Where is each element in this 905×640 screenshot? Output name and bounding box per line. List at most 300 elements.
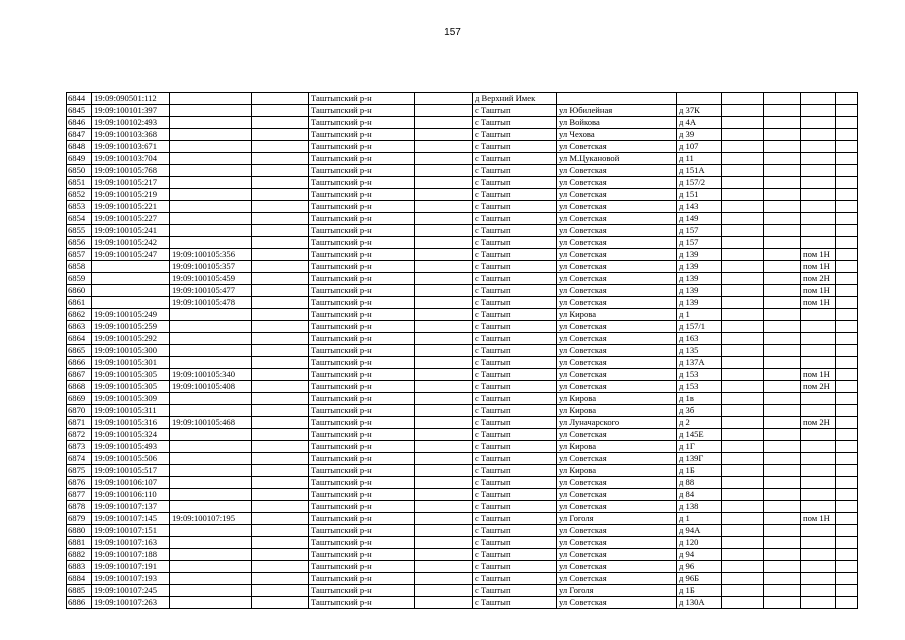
empty-cell [836,285,858,297]
linked-cadastral-number-cell: 19:09:100105:356 [170,249,252,261]
empty-cell [252,165,309,177]
house-number-cell: д 107 [677,141,722,153]
locality-cell: с Таштып [473,201,557,213]
street-cell: ул Советская [557,189,677,201]
street-cell: ул Советская [557,249,677,261]
table-row [67,417,858,429]
linked-cadastral-number-cell: 19:09:100107:195 [170,513,252,525]
empty-cell [252,393,309,405]
cadastral-number-cell: 19:09:100105:217 [92,177,170,189]
district-cell: Таштыпский р-н [309,309,415,321]
premises-cell: пом 1Н [801,285,836,297]
empty-cell [252,369,309,381]
empty-cell [836,321,858,333]
table-row [67,369,858,381]
house-number-cell: д 39 [677,129,722,141]
empty-cell [722,129,764,141]
empty-cell [722,285,764,297]
empty-cell [722,369,764,381]
linked-cadastral-number-cell: 19:09:100105:340 [170,369,252,381]
empty-cell [252,453,309,465]
empty-cell [252,441,309,453]
house-number-cell: д 120 [677,537,722,549]
row-number-cell: 6859 [67,273,92,285]
table-row [67,105,858,117]
empty-cell [764,309,801,321]
house-number-cell: д 94 [677,549,722,561]
empty-cell [836,141,858,153]
locality-cell: с Таштып [473,345,557,357]
premises-cell [801,213,836,225]
empty-cell [764,501,801,513]
street-cell: ул Чехова [557,129,677,141]
house-number-cell: д 96 [677,561,722,573]
cadastral-number-cell: 19:09:100105:242 [92,237,170,249]
empty-cell [415,525,473,537]
empty-cell [764,393,801,405]
empty-cell [415,429,473,441]
empty-cell [764,453,801,465]
empty-cell [415,513,473,525]
district-cell: Таштыпский р-н [309,261,415,273]
linked-cadastral-number-cell [170,225,252,237]
premises-cell [801,477,836,489]
district-cell: Таштыпский р-н [309,153,415,165]
locality-cell: с Таштып [473,381,557,393]
table-row [67,321,858,333]
house-number-cell: д 153 [677,369,722,381]
empty-cell [415,249,473,261]
linked-cadastral-number-cell [170,597,252,609]
empty-cell [252,261,309,273]
street-cell: ул Советская [557,501,677,513]
house-number-cell: д 139 [677,261,722,273]
district-cell: Таштыпский р-н [309,381,415,393]
house-number-cell: д 149 [677,213,722,225]
empty-cell [836,297,858,309]
empty-cell [722,549,764,561]
district-cell: Таштыпский р-н [309,141,415,153]
empty-cell [764,93,801,105]
empty-cell [836,585,858,597]
district-cell: Таштыпский р-н [309,345,415,357]
premises-cell [801,321,836,333]
table-row [67,537,858,549]
district-cell: Таштыпский р-н [309,537,415,549]
table-row [67,285,858,297]
linked-cadastral-number-cell [170,177,252,189]
row-number-cell: 6853 [67,201,92,213]
row-number-cell: 6858 [67,261,92,273]
empty-cell [252,513,309,525]
empty-cell [836,201,858,213]
empty-cell [415,477,473,489]
empty-cell [415,381,473,393]
row-number-cell: 6874 [67,453,92,465]
empty-cell [764,597,801,609]
empty-cell [722,561,764,573]
empty-cell [252,129,309,141]
empty-cell [764,537,801,549]
premises-cell [801,141,836,153]
empty-cell [415,201,473,213]
empty-cell [836,189,858,201]
row-number-cell: 6846 [67,117,92,129]
empty-cell [415,153,473,165]
row-number-cell: 6877 [67,489,92,501]
empty-cell [764,333,801,345]
locality-cell: с Таштып [473,273,557,285]
street-cell: ул Кирова [557,441,677,453]
cadastral-number-cell: 19:09:100105:227 [92,213,170,225]
cadastral-number-cell [92,273,170,285]
empty-cell [722,333,764,345]
empty-cell [722,405,764,417]
empty-cell [836,213,858,225]
row-number-cell: 6868 [67,381,92,393]
row-number-cell: 6844 [67,93,92,105]
row-number-cell: 6864 [67,333,92,345]
empty-cell [722,597,764,609]
empty-cell [415,465,473,477]
street-cell: ул Советская [557,201,677,213]
empty-cell [252,477,309,489]
district-cell: Таштыпский р-н [309,321,415,333]
table-row [67,465,858,477]
locality-cell: с Таштып [473,165,557,177]
locality-cell: с Таштып [473,285,557,297]
cadastral-number-cell: 19:09:100105:292 [92,333,170,345]
premises-cell [801,393,836,405]
empty-cell [836,153,858,165]
district-cell: Таштыпский р-н [309,441,415,453]
empty-cell [836,393,858,405]
district-cell: Таштыпский р-н [309,501,415,513]
premises-cell [801,357,836,369]
locality-cell: с Таштып [473,573,557,585]
empty-cell [415,237,473,249]
house-number-cell: д 135 [677,345,722,357]
empty-cell [722,501,764,513]
cadastral-number-cell: 19:09:100105:300 [92,345,170,357]
empty-cell [836,249,858,261]
linked-cadastral-number-cell [170,357,252,369]
empty-cell [252,105,309,117]
row-number-cell: 6885 [67,585,92,597]
premises-cell: пом 2Н [801,417,836,429]
district-cell: Таштыпский р-н [309,333,415,345]
table-row [67,225,858,237]
locality-cell: с Таштып [473,225,557,237]
empty-cell [415,417,473,429]
linked-cadastral-number-cell [170,573,252,585]
premises-cell [801,345,836,357]
linked-cadastral-number-cell [170,165,252,177]
empty-cell [764,573,801,585]
cadastral-number-cell: 19:09:100105:324 [92,429,170,441]
empty-cell [722,429,764,441]
empty-cell [415,129,473,141]
linked-cadastral-number-cell [170,429,252,441]
row-number-cell: 6857 [67,249,92,261]
empty-cell [252,381,309,393]
empty-cell [415,597,473,609]
house-number-cell: д 157 [677,225,722,237]
table-row [67,573,858,585]
cadastral-number-cell: 19:09:100107:193 [92,573,170,585]
street-cell [557,93,677,105]
row-number-cell: 6850 [67,165,92,177]
empty-cell [722,477,764,489]
house-number-cell: д 139 [677,297,722,309]
empty-cell [836,513,858,525]
locality-cell: с Таштып [473,525,557,537]
cadastral-number-cell: 19:09:100106:110 [92,489,170,501]
table-row [67,345,858,357]
premises-cell [801,129,836,141]
empty-cell [252,273,309,285]
empty-cell [415,369,473,381]
cadastral-number-cell [92,285,170,297]
house-number-cell: д 88 [677,477,722,489]
street-cell: ул Кирова [557,309,677,321]
locality-cell: с Таштып [473,537,557,549]
house-number-cell: д 151А [677,165,722,177]
empty-cell [836,549,858,561]
empty-cell [836,525,858,537]
street-cell: ул Гоголя [557,585,677,597]
street-cell: ул Советская [557,141,677,153]
street-cell: ул Советская [557,261,677,273]
street-cell: ул Советская [557,333,677,345]
table-row [67,429,858,441]
empty-cell [836,165,858,177]
empty-cell [252,177,309,189]
locality-cell: с Таштып [473,213,557,225]
house-number-cell: д 145Е [677,429,722,441]
empty-cell [722,105,764,117]
registry-table-body [67,93,858,609]
premises-cell [801,177,836,189]
table-row [67,297,858,309]
row-number-cell: 6875 [67,465,92,477]
row-number-cell: 6849 [67,153,92,165]
street-cell: ул Советская [557,285,677,297]
row-number-cell: 6865 [67,345,92,357]
empty-cell [764,441,801,453]
empty-cell [764,405,801,417]
empty-cell [415,441,473,453]
house-number-cell: д 153 [677,381,722,393]
row-number-cell: 6883 [67,561,92,573]
locality-cell: с Таштып [473,129,557,141]
locality-cell: с Таштып [473,477,557,489]
cadastral-number-cell: 19:09:100105:309 [92,393,170,405]
cadastral-number-cell: 19:09:100106:107 [92,477,170,489]
empty-cell [722,201,764,213]
locality-cell: с Таштып [473,369,557,381]
empty-cell [836,129,858,141]
house-number-cell: д 84 [677,489,722,501]
premises-cell [801,429,836,441]
empty-cell [415,333,473,345]
locality-cell: с Таштып [473,489,557,501]
row-number-cell: 6860 [67,285,92,297]
locality-cell: с Таштып [473,513,557,525]
table-row [67,237,858,249]
locality-cell: с Таштып [473,261,557,273]
district-cell: Таштыпский р-н [309,177,415,189]
table-row [67,213,858,225]
district-cell: Таштыпский р-н [309,573,415,585]
empty-cell [764,561,801,573]
linked-cadastral-number-cell: 19:09:100105:408 [170,381,252,393]
district-cell: Таштыпский р-н [309,225,415,237]
house-number-cell: д 4А [677,117,722,129]
cadastral-number-cell: 19:09:100107:188 [92,549,170,561]
premises-cell [801,453,836,465]
district-cell: Таштыпский р-н [309,597,415,609]
premises-cell [801,117,836,129]
cadastral-number-cell [92,297,170,309]
table-row [67,129,858,141]
linked-cadastral-number-cell [170,117,252,129]
empty-cell [836,93,858,105]
district-cell: Таштыпский р-н [309,561,415,573]
empty-cell [764,513,801,525]
empty-cell [252,549,309,561]
table-row [67,153,858,165]
linked-cadastral-number-cell: 19:09:100105:459 [170,273,252,285]
empty-cell [836,405,858,417]
row-number-cell: 6867 [67,369,92,381]
street-cell: ул Советская [557,525,677,537]
linked-cadastral-number-cell [170,321,252,333]
empty-cell [836,357,858,369]
empty-cell [252,117,309,129]
empty-cell [764,249,801,261]
locality-cell: с Таштып [473,453,557,465]
street-cell: ул Советская [557,537,677,549]
table-row [67,381,858,393]
linked-cadastral-number-cell [170,129,252,141]
district-cell: Таштыпский р-н [309,93,415,105]
cadastral-number-cell: 19:09:100105:316 [92,417,170,429]
empty-cell [836,417,858,429]
premises-cell [801,201,836,213]
house-number-cell: д 37К [677,105,722,117]
cadastral-number-cell: 19:09:100107:137 [92,501,170,513]
house-number-cell: д 1Г [677,441,722,453]
row-number-cell: 6871 [67,417,92,429]
locality-cell: с Таштып [473,561,557,573]
street-cell: ул Луначарского [557,417,677,429]
locality-cell: с Таштып [473,429,557,441]
street-cell: ул Кирова [557,405,677,417]
premises-cell [801,225,836,237]
empty-cell [764,117,801,129]
row-number-cell: 6861 [67,297,92,309]
locality-cell: с Таштып [473,501,557,513]
linked-cadastral-number-cell [170,489,252,501]
house-number-cell: д 96Б [677,573,722,585]
empty-cell [764,477,801,489]
empty-cell [764,237,801,249]
empty-cell [252,237,309,249]
cadastral-number-cell: 19:09:100105:241 [92,225,170,237]
district-cell: Таштыпский р-н [309,237,415,249]
premises-cell [801,153,836,165]
table-row [67,309,858,321]
cadastral-number-cell: 19:09:100107:145 [92,513,170,525]
table-row [67,189,858,201]
street-cell: ул Советская [557,225,677,237]
empty-cell [764,261,801,273]
district-cell: Таштыпский р-н [309,249,415,261]
cadastral-number-cell: 19:09:100103:671 [92,141,170,153]
house-number-cell: д 1 [677,309,722,321]
empty-cell [415,501,473,513]
street-cell: ул Советская [557,357,677,369]
empty-cell [415,537,473,549]
empty-cell [836,345,858,357]
house-number-cell: д 2 [677,417,722,429]
premises-cell [801,561,836,573]
linked-cadastral-number-cell [170,93,252,105]
street-cell: ул Юбилейная [557,105,677,117]
empty-cell [722,213,764,225]
empty-cell [252,285,309,297]
empty-cell [722,381,764,393]
empty-cell [252,141,309,153]
row-number-cell: 6870 [67,405,92,417]
page-number: 157 [444,27,461,38]
premises-cell [801,405,836,417]
row-number-cell: 6884 [67,573,92,585]
empty-cell [415,273,473,285]
house-number-cell: д 137А [677,357,722,369]
street-cell: ул Советская [557,453,677,465]
table-row [67,117,858,129]
street-cell: ул Войкова [557,117,677,129]
cadastral-number-cell [92,261,170,273]
linked-cadastral-number-cell [170,549,252,561]
row-number-cell: 6851 [67,177,92,189]
empty-cell [415,453,473,465]
table-row [67,393,858,405]
empty-cell [722,153,764,165]
cadastral-number-cell: 19:09:100107:191 [92,561,170,573]
district-cell: Таштыпский р-н [309,489,415,501]
empty-cell [252,357,309,369]
empty-cell [836,381,858,393]
empty-cell [764,177,801,189]
empty-cell [836,309,858,321]
premises-cell [801,597,836,609]
empty-cell [252,333,309,345]
empty-cell [415,549,473,561]
street-cell: ул Советская [557,489,677,501]
empty-cell [764,165,801,177]
linked-cadastral-number-cell [170,201,252,213]
district-cell: Таштыпский р-н [309,513,415,525]
locality-cell: с Таштып [473,597,557,609]
empty-cell [415,321,473,333]
district-cell: Таштыпский р-н [309,405,415,417]
empty-cell [722,141,764,153]
cadastral-number-cell: 19:09:100105:305 [92,381,170,393]
row-number-cell: 6847 [67,129,92,141]
